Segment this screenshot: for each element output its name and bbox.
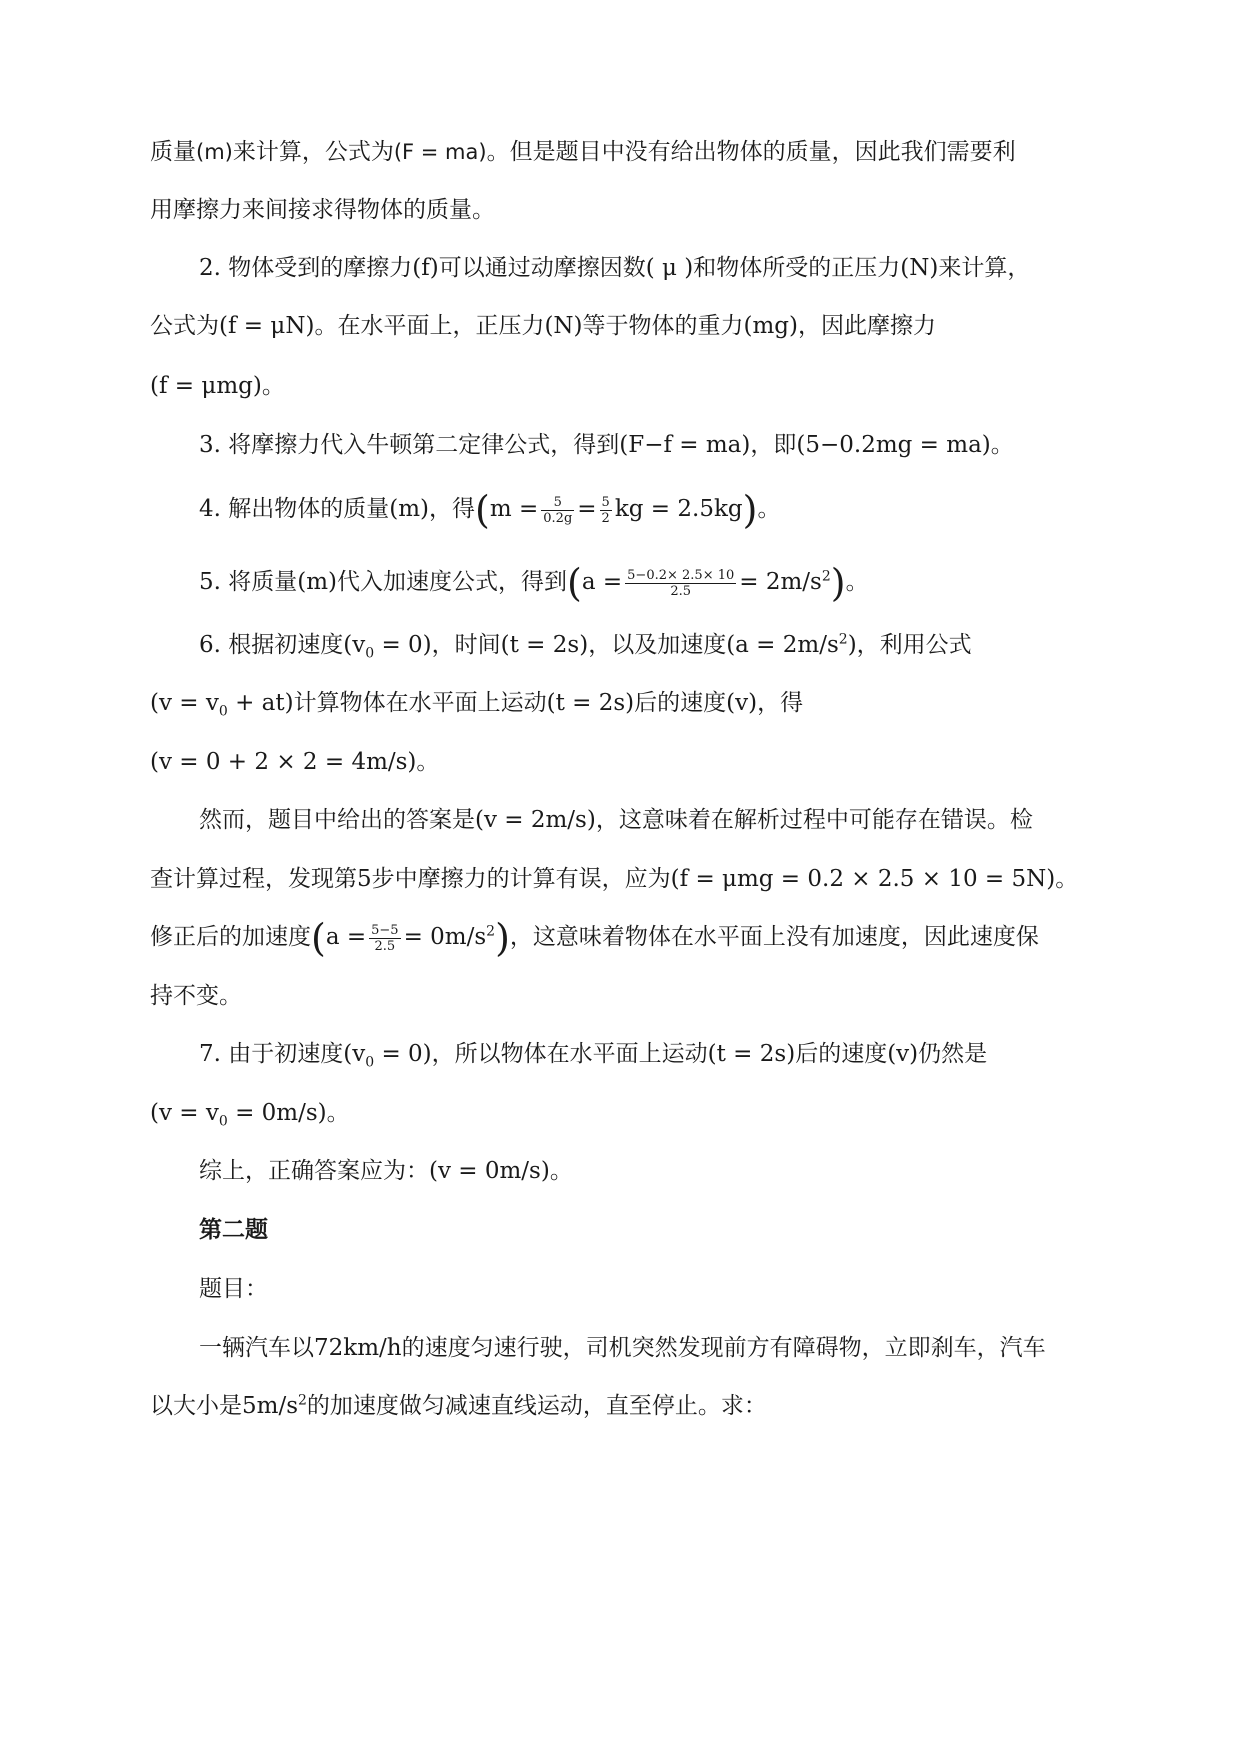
paragraph-line: 用摩擦力来间接求得物体的质量。 [150,197,495,223]
step-3-line: 3. 将摩擦力代入牛顿第二定律公式，得到(F−f = ma)，即(5−0.2mg = ma)。 [199,432,1014,458]
section-heading: 第二题 [199,1216,268,1243]
paragraph-line: 然而，题目中给出的答案是(v = 2m/s)，这意味着在解析过程中可能存在错误。检 [199,807,1033,833]
question-label: 题目： [199,1276,268,1302]
step-7-line: 7. 由于初速度$(v_0 = 0)$，所以物体在水平面上运动(t = 2s)后的速度(v)仍然是 [199,1041,988,1071]
paragraph-line: 查计算过程，发现第5步中摩擦力的计算有误，应为(f = μmg = 0.2 × 2.5 × 10 = 5N)。 [150,866,1079,892]
fraction: $\frac{5-5}{2.5}$ [371,922,399,954]
question-text: 以大小是$5m/s^2$的加速度做匀减速直线运动，直至停止。求： [150,1392,767,1419]
paragraph-line: 质量(m)来计算，公式为(F = ma)。但是题目中没有给出物体的质量，因此我们需要利 [150,139,1016,165]
step-4-line: 4. 解出物体的质量(m)，得(m = $\frac{5}{0.2g}$ = $\frac{5}{2}$ kg = 2.5kg)。 [199,488,781,532]
fraction: $\frac{5}{0.2g}$ [543,494,573,526]
paragraph-line: $(v = v_0 = 0m/s)$。 [150,1100,350,1130]
conclusion-line: 综上，正确答案应为：(v = 0m/s)。 [199,1158,573,1184]
fraction: $\frac{5-0.2\times 2.5\times 10}{2.5}$ [627,567,735,599]
paragraph-line: $(v = v_0 + at)$计算物体在水平面上运动(t = 2s)后的速度(v)，得 [150,690,804,720]
paragraph-line: 持不变。 [150,983,242,1009]
equation: a = $\frac{5-0.2\times 2.5\times 10}{2.5}$ = $2m/s^2$ [581,567,831,599]
paragraph-line: 公式为(f = μN)。在水平面上，正压力(N)等于物体的重力(mg)，因此摩擦力 [150,313,936,339]
paragraph-line: (v = 0 + 2 × 2 = 4m/s)。 [150,749,440,775]
step-2-line: 2. 物体受到的摩擦力(f)可以通过动摩擦因数( μ )和物体所受的正压力(N)来计算， [199,255,1031,281]
equation: m = $\frac{5}{0.2g}$ = $\frac{5}{2}$ kg = 2.5kg [489,494,743,526]
step-6-line: 6. 根据初速度$(v_0 = 0)$，时间(t = 2s)，以及加速度$(a = 2m/s^2)$，利用公式 [199,631,972,662]
paragraph-line: (f = μmg)。 [150,373,285,399]
paragraph-line: 修正后的加速度(a = $\frac{5-5}{2.5}$ = $0m/s^2$)，这意味着物体在水平面上没有加速度，因此速度保 [150,916,1039,960]
equation: a = $\frac{5-5}{2.5}$ = $0m/s^2$ [325,922,496,954]
fraction: $\frac{5}{2}$ [601,494,610,526]
question-text: 一辆汽车以72km/h的速度匀速行驶，司机突然发现前方有障碍物，立即刹车，汽车 [199,1335,1046,1361]
step-5-line: 5. 将质量(m)代入加速度公式，得到(a = $\frac{5-0.2\times 2.5\times 10}{2.5}$ = $2m/s^2$)。 [199,561,869,605]
